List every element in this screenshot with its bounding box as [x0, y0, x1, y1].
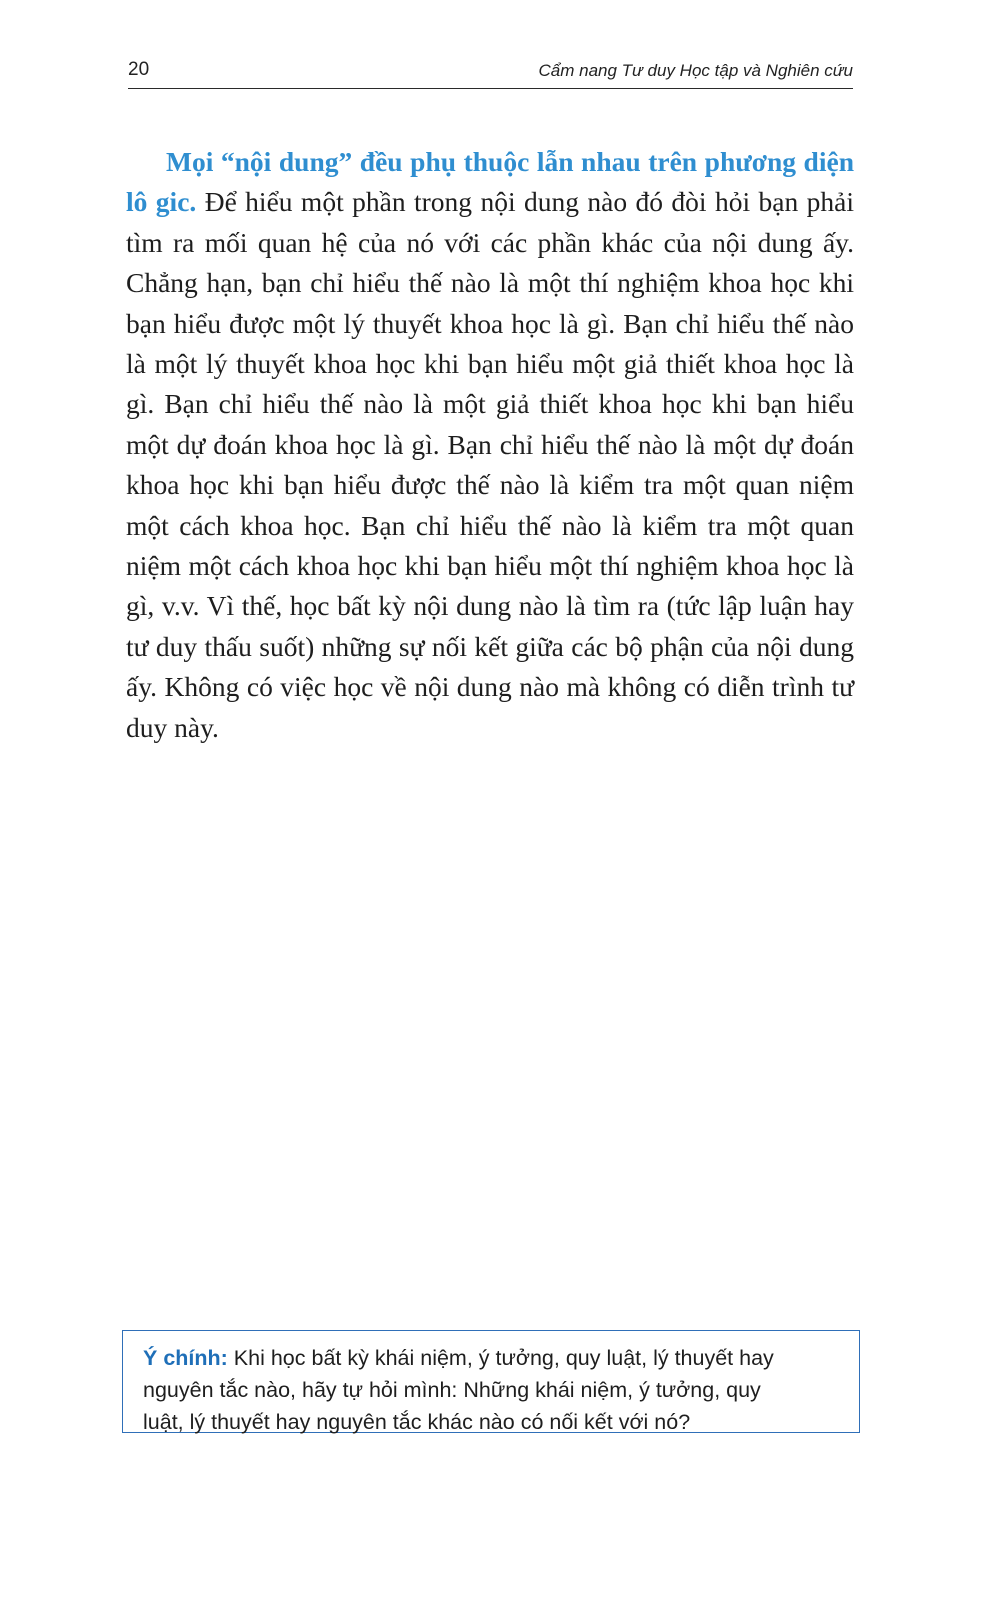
key-idea-box	[122, 1330, 860, 1433]
page-number: 20	[128, 59, 150, 80]
page-header	[128, 58, 853, 89]
key-idea-line-2: nguyên tắc nào, hãy tự hỏi mình: Những khái niệm, ý tưởng, quy	[143, 1378, 761, 1402]
key-idea-line-1	[143, 1342, 845, 1374]
key-idea-label: Ý chính:	[143, 1346, 228, 1370]
body-paragraph	[126, 142, 854, 748]
paragraph-text: Để hiểu một phần trong nội dung nào đó đòi hỏi bạn phải tìm ra mối quan hệ của nó với các phần khác của nội dung ấy. Chẳng hạn, bạn chỉ hiểu thế nào là một thí nghiệm khoa học khi bạn hiểu được một lý thuyết khoa học là gì. Bạn chỉ hiểu thế nào là một lý thuyết khoa học khi bạn hiểu một giả thiết khoa học là gì. Bạn chỉ hiểu thế nào là một giả thiết khoa học khi bạn hiểu một dự đoán khoa học là gì. Bạn chỉ hiểu thế nào là một dự đoán khoa học khi bạn hiểu được thế nào là kiểm tra một quan niệm một cách khoa học. Bạn chỉ hiểu thế nào là kiểm tra một quan niệm một cách khoa học khi bạn hiểu một thí nghiệm khoa học là gì, v.v. Vì thế, học bất kỳ nội dung nào là tìm ra (tức lập luận hay tư duy thấu suốt) những sự nối kết giữa các bộ phận của nội dung ấy. Không có việc học về nội dung nào mà không có diễn trình tư duy này.	[126, 186, 854, 743]
lead-phrase: Mọi “nội dung” đều phụ thuộc lẫn nhau trên phương diện lô gic.	[126, 146, 854, 218]
key-idea-line-3: luật, lý thuyết hay nguyên tắc khác nào có nối kết với nó?	[143, 1410, 691, 1434]
running-title: Cẩm nang Tư duy Học tập và Nghiên cứu	[538, 61, 853, 80]
key-idea-text-1: Khi học bất kỳ khái niệm, ý tưởng, quy luật, lý thuyết hay	[233, 1346, 774, 1370]
